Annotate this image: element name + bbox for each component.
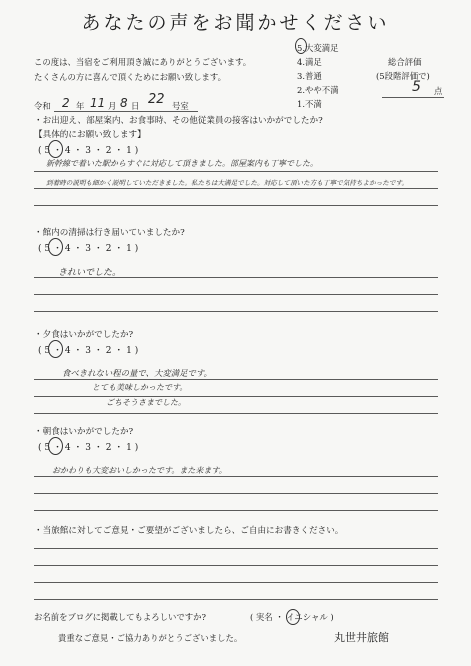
q1-line-3 bbox=[34, 205, 438, 206]
legend-item-5: 5.大変満足 bbox=[297, 43, 339, 53]
q2-answer-1: きれいでした。 bbox=[58, 268, 122, 278]
q4-answer-1: おかわりも大変おいしかったです。また来ます。 bbox=[52, 466, 227, 475]
stay-month-label: 月 bbox=[108, 101, 117, 111]
q4-line-3 bbox=[34, 510, 438, 511]
question-5: ・当旅館に対してご意見・ご要望がございましたら、ご自由にお書きください。 bbox=[34, 526, 344, 536]
q3-line-2 bbox=[34, 396, 438, 397]
legend-item-4: 4.満足 bbox=[297, 57, 322, 67]
q3-answer-2: とても美味しかったです。 bbox=[92, 383, 188, 392]
stay-day: 8 bbox=[120, 96, 128, 110]
question-3: ・夕食はいかがでしたか? bbox=[34, 330, 134, 340]
stay-month: 11 bbox=[90, 96, 106, 110]
stay-room-label: 号室 bbox=[172, 101, 189, 111]
q5-line-2 bbox=[34, 565, 438, 566]
question-4-selected-circle bbox=[48, 437, 63, 455]
overall-sub: (5段階評価で) bbox=[376, 71, 430, 81]
q1-line-2 bbox=[34, 188, 438, 189]
legend-circle-mark bbox=[295, 38, 307, 54]
q3-answer-3: ごちそうさまでした。 bbox=[106, 398, 186, 407]
legend-item-2: 2.やや不満 bbox=[297, 85, 339, 95]
q5-line-4 bbox=[34, 599, 438, 600]
blog-option-selected-circle bbox=[286, 609, 300, 625]
blog-question: お名前をブログに掲載してもよろしいですか? bbox=[34, 612, 206, 622]
q4-line-1 bbox=[34, 476, 438, 477]
question-4: ・朝食はいかがでしたか? bbox=[34, 427, 134, 437]
thanks-text: 貴重なご意見・ご協力ありがとうございました。 bbox=[58, 633, 243, 643]
question-1-selected-circle bbox=[48, 140, 63, 158]
overall-unit: 点 bbox=[434, 86, 443, 96]
question-1-sub: 【具体的にお願い致します】 bbox=[34, 130, 146, 140]
question-3-scale: ( 5 ・ 4 ・ 3 ・ 2 ・ 1 ) bbox=[38, 346, 139, 356]
form-title: あなたの声をお聞かせください bbox=[81, 12, 390, 34]
legend-item-3: 3.普通 bbox=[297, 71, 322, 81]
stay-year: 2 bbox=[62, 96, 70, 110]
q1-answer-1: 新幹線で着いた駅からすぐに対応して頂きました。部屋案内も丁寧でした。 bbox=[46, 159, 318, 168]
stay-day-label: 日 bbox=[131, 101, 140, 111]
intro-line-2: たくさんの方に喜んで頂くためにお願い致します。 bbox=[34, 72, 226, 82]
q4-line-2 bbox=[34, 493, 438, 494]
blog-options: ( 実名 ・ イニシャル ) bbox=[250, 612, 334, 622]
question-2: ・館内の清掃は行き届いていましたか? bbox=[34, 228, 185, 238]
question-4-scale: ( 5 ・ 4 ・ 3 ・ 2 ・ 1 ) bbox=[38, 443, 139, 453]
q2-line-2 bbox=[34, 294, 438, 295]
question-1-scale: ( 5 ・ 4 ・ 3 ・ 2 ・ 1 ) bbox=[38, 146, 139, 156]
question-1: ・お出迎え、部屋案内、お食事時、その他従業員の接客はいかがでしたか? bbox=[34, 116, 323, 126]
q5-line-3 bbox=[34, 582, 438, 583]
stay-room: 22 bbox=[148, 92, 165, 107]
overall-value: 5 bbox=[412, 79, 421, 95]
stay-underline bbox=[54, 111, 198, 112]
q1-line-1 bbox=[34, 171, 438, 172]
question-3-selected-circle bbox=[48, 340, 63, 358]
overall-underline bbox=[382, 97, 444, 98]
q3-line-1 bbox=[34, 379, 438, 380]
overall-label: 総合評価 bbox=[388, 57, 422, 67]
q3-answer-1: 食べきれない程の量で、大変満足です。 bbox=[62, 368, 212, 378]
stay-year-label: 年 bbox=[76, 101, 85, 111]
question-2-scale: ( 5 ・ 4 ・ 3 ・ 2 ・ 1 ) bbox=[38, 244, 139, 254]
legend-item-1: 1.不満 bbox=[297, 99, 322, 109]
q2-line-3 bbox=[34, 311, 438, 312]
inn-name: 丸世井旅館 bbox=[334, 631, 389, 644]
intro-line-1: この度は、当宿をご利用頂き誠にありがとうございます。 bbox=[34, 57, 252, 67]
stay-era: 令和 bbox=[34, 101, 51, 111]
q1-answer-2: 到着時の説明も細かく説明していただきました。私たちは大満足でした。対応して頂いた方も丁寧で気持ちよかったです。 bbox=[46, 179, 409, 187]
question-2-selected-circle bbox=[48, 238, 63, 256]
q5-line-1 bbox=[34, 548, 438, 549]
q3-line-3 bbox=[34, 413, 438, 414]
